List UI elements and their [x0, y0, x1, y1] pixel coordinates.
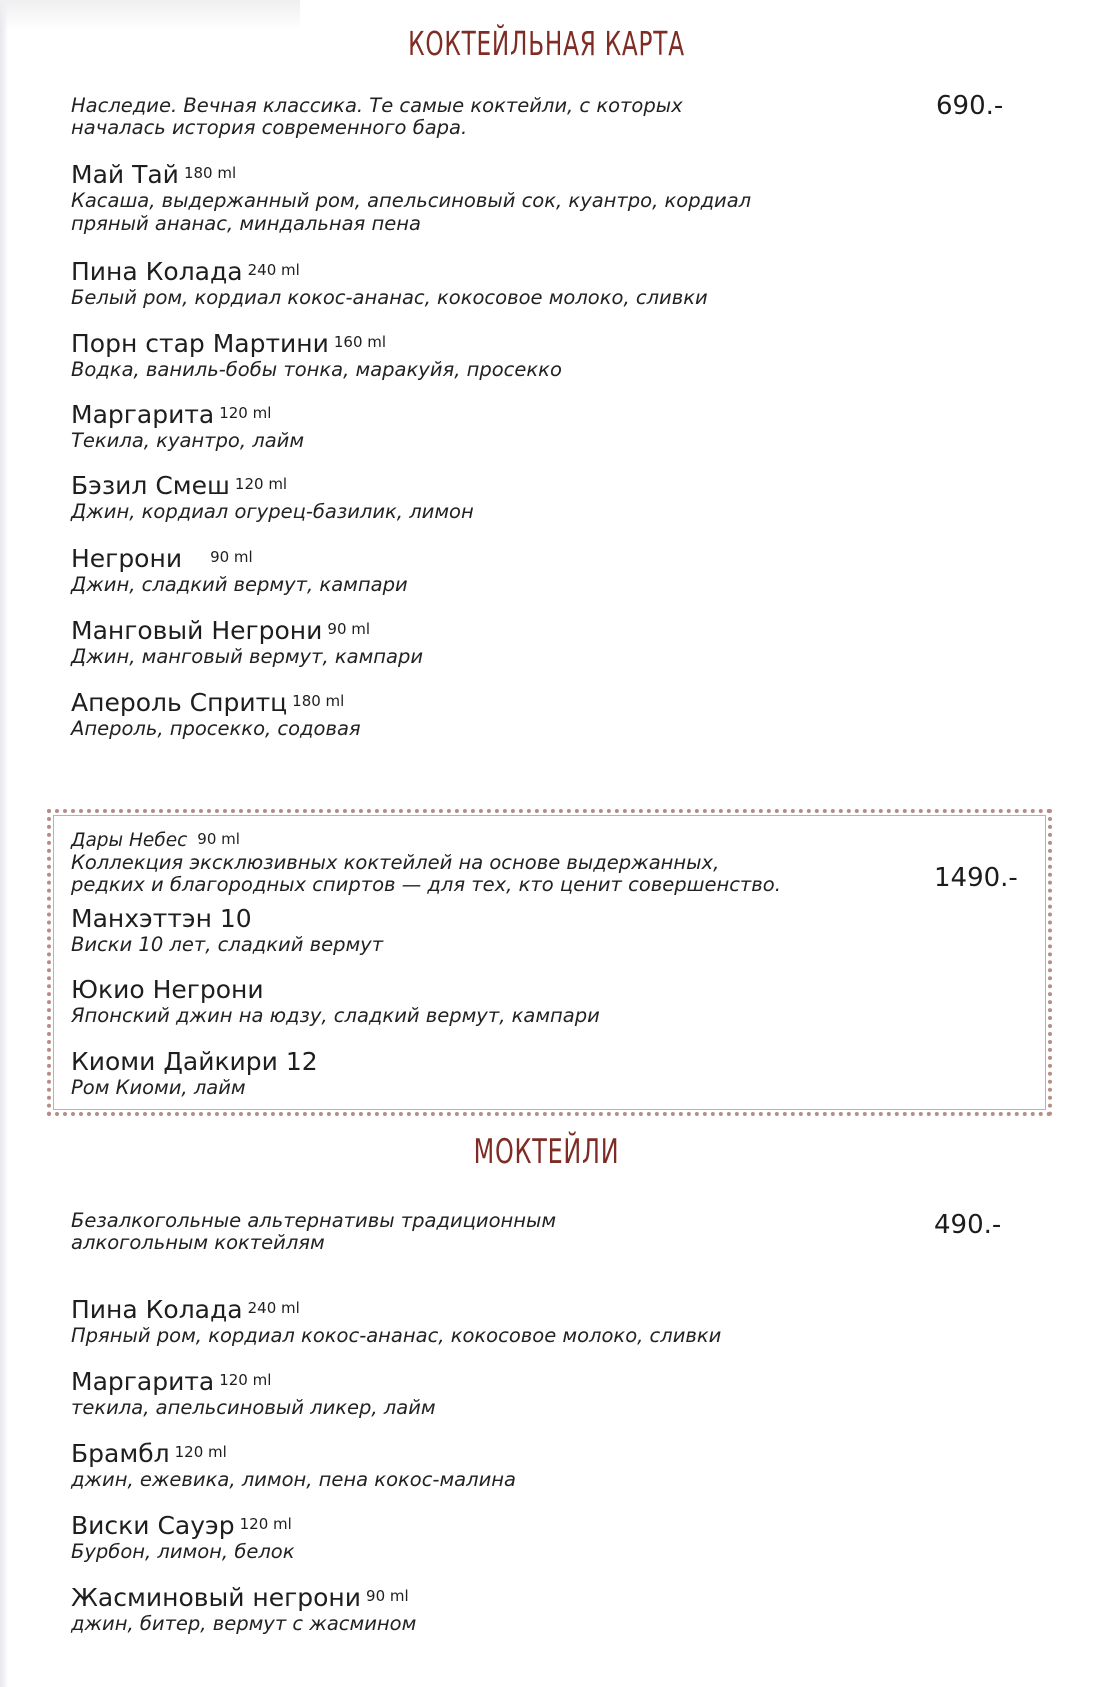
item-name: Апероль Спритц [71, 688, 288, 717]
menu-item [71, 1510, 951, 1563]
item-name: Пина Колада [71, 257, 243, 286]
item-description: Бурбон, лимон, белок [71, 1540, 295, 1563]
item-name: Бэзил Смеш [71, 471, 230, 500]
mocktails-lead-line: алкогольным коктейлям [71, 1231, 325, 1254]
item-description: джин, ежевика, лимон, пена кокос-малина [71, 1468, 516, 1491]
item-volume: 180 ml [292, 692, 345, 710]
item-description: Апероль, просекко, содовая [71, 717, 361, 740]
menu-item [71, 470, 951, 523]
mocktails-lead [71, 1210, 851, 1254]
menu-item [71, 1582, 951, 1635]
item-description: Пряный ром, кордиал кокос-ананас, кокосовое молоко, сливки [71, 1324, 722, 1347]
item-volume: 90 ml [366, 1587, 409, 1605]
cocktails-lead-line: началась история современного бара. [71, 116, 468, 139]
menu-item [71, 543, 951, 596]
premium-price: 1490.- [934, 863, 1018, 893]
item-description: Ром Киоми, лайм [71, 1076, 246, 1099]
item-description: Японский джин на юдзу, сладкий вермут, кампари [71, 1004, 600, 1027]
item-volume: 120 ml [174, 1443, 227, 1461]
item-name: Манхэттэн 10 [71, 904, 252, 933]
item-volume: 240 ml [247, 261, 300, 279]
item-description: Водка, ваниль-бобы тонка, маракуйя, просекко [71, 358, 562, 381]
item-name: Май Тай [71, 160, 179, 189]
item-description: Виски 10 лет, сладкий вермут [71, 933, 384, 956]
cocktails-price: 690.- [936, 91, 1004, 121]
mocktails-lead-line: Безалкогольные альтернативы традиционным [71, 1209, 557, 1232]
cocktails-heading: КОКТЕЙЛЬНАЯ КАРТА [408, 24, 685, 63]
menu-item [71, 159, 951, 235]
item-name: Маргарита [71, 1367, 215, 1396]
item-name: Негрони [71, 544, 183, 573]
menu-item [71, 399, 951, 452]
item-description: пряный ананас, миндальная пена [71, 212, 421, 235]
item-description: Касаша, выдержанный ром, апельсиновый сок, куантро, кордиал [71, 189, 752, 212]
item-description: джин, битер, вермут с жасмином [71, 1612, 417, 1635]
item-description: Белый ром, кордиал кокос-ананас, кокосовое молоко, сливки [71, 286, 708, 309]
menu-item [71, 328, 951, 381]
item-volume: 160 ml [333, 333, 387, 351]
item-volume: 120 ml [234, 475, 288, 493]
premium-lead-line: Коллекция эксклюзивных коктейлей на основе выдержанных, [71, 851, 720, 874]
menu-item [71, 256, 951, 309]
item-name: Брамбл [71, 1439, 170, 1468]
mocktails-price: 490.- [934, 1210, 1002, 1240]
item-description: Джин, сладкий вермут, кампари [71, 573, 408, 596]
premium-lead-line: редких и благородных спиртов — для тех, кто ценит совершенство. [71, 873, 781, 896]
item-description: Джин, манговый вермут, кампари [71, 645, 424, 668]
cocktails-lead [71, 95, 851, 139]
menu-item [71, 1294, 951, 1347]
item-description: Текила, куантро, лайм [71, 429, 305, 452]
menu-item [71, 1047, 951, 1099]
item-name: Маргарита [71, 400, 215, 429]
menu-item [71, 1438, 951, 1491]
item-name: Пина Колада [71, 1295, 243, 1324]
item-volume: 120 ml [239, 1515, 292, 1533]
cocktails-lead-line: Наследие. Вечная классика. Те самые коктейли, с которых [71, 94, 683, 117]
premium-title: Дары Небес [71, 830, 188, 851]
item-name: Жасминовый негрони [71, 1583, 362, 1612]
item-volume: 240 ml [247, 1299, 300, 1317]
item-volume: 120 ml [219, 404, 272, 422]
item-name: Манговый Негрони [71, 616, 323, 645]
menu-item [71, 975, 951, 1027]
menu-item [71, 615, 951, 668]
menu-item [71, 687, 951, 740]
menu-item [71, 1366, 951, 1419]
mocktails-heading: МОКТЕЙЛИ [473, 1132, 620, 1172]
item-volume: 90 ml [327, 620, 371, 638]
premium-volume: 90 ml [197, 830, 240, 848]
page-left-edge [0, 0, 8, 1687]
item-volume: 120 ml [219, 1371, 272, 1389]
item-volume: 90 ml [210, 548, 253, 566]
item-volume: 180 ml [183, 164, 237, 182]
menu-item [71, 904, 951, 956]
item-name: Юкио Негрони [71, 975, 264, 1004]
item-name: Виски Сауэр [71, 1511, 235, 1540]
item-description: Джин, кордиал огурец-базилик, лимон [71, 500, 474, 523]
item-description: текила, апельсиновый ликер, лайм [71, 1396, 436, 1419]
item-name: Порн стар Мартини [71, 329, 329, 358]
premium-lead [71, 828, 921, 896]
item-name: Киоми Дайкири 12 [71, 1047, 318, 1076]
